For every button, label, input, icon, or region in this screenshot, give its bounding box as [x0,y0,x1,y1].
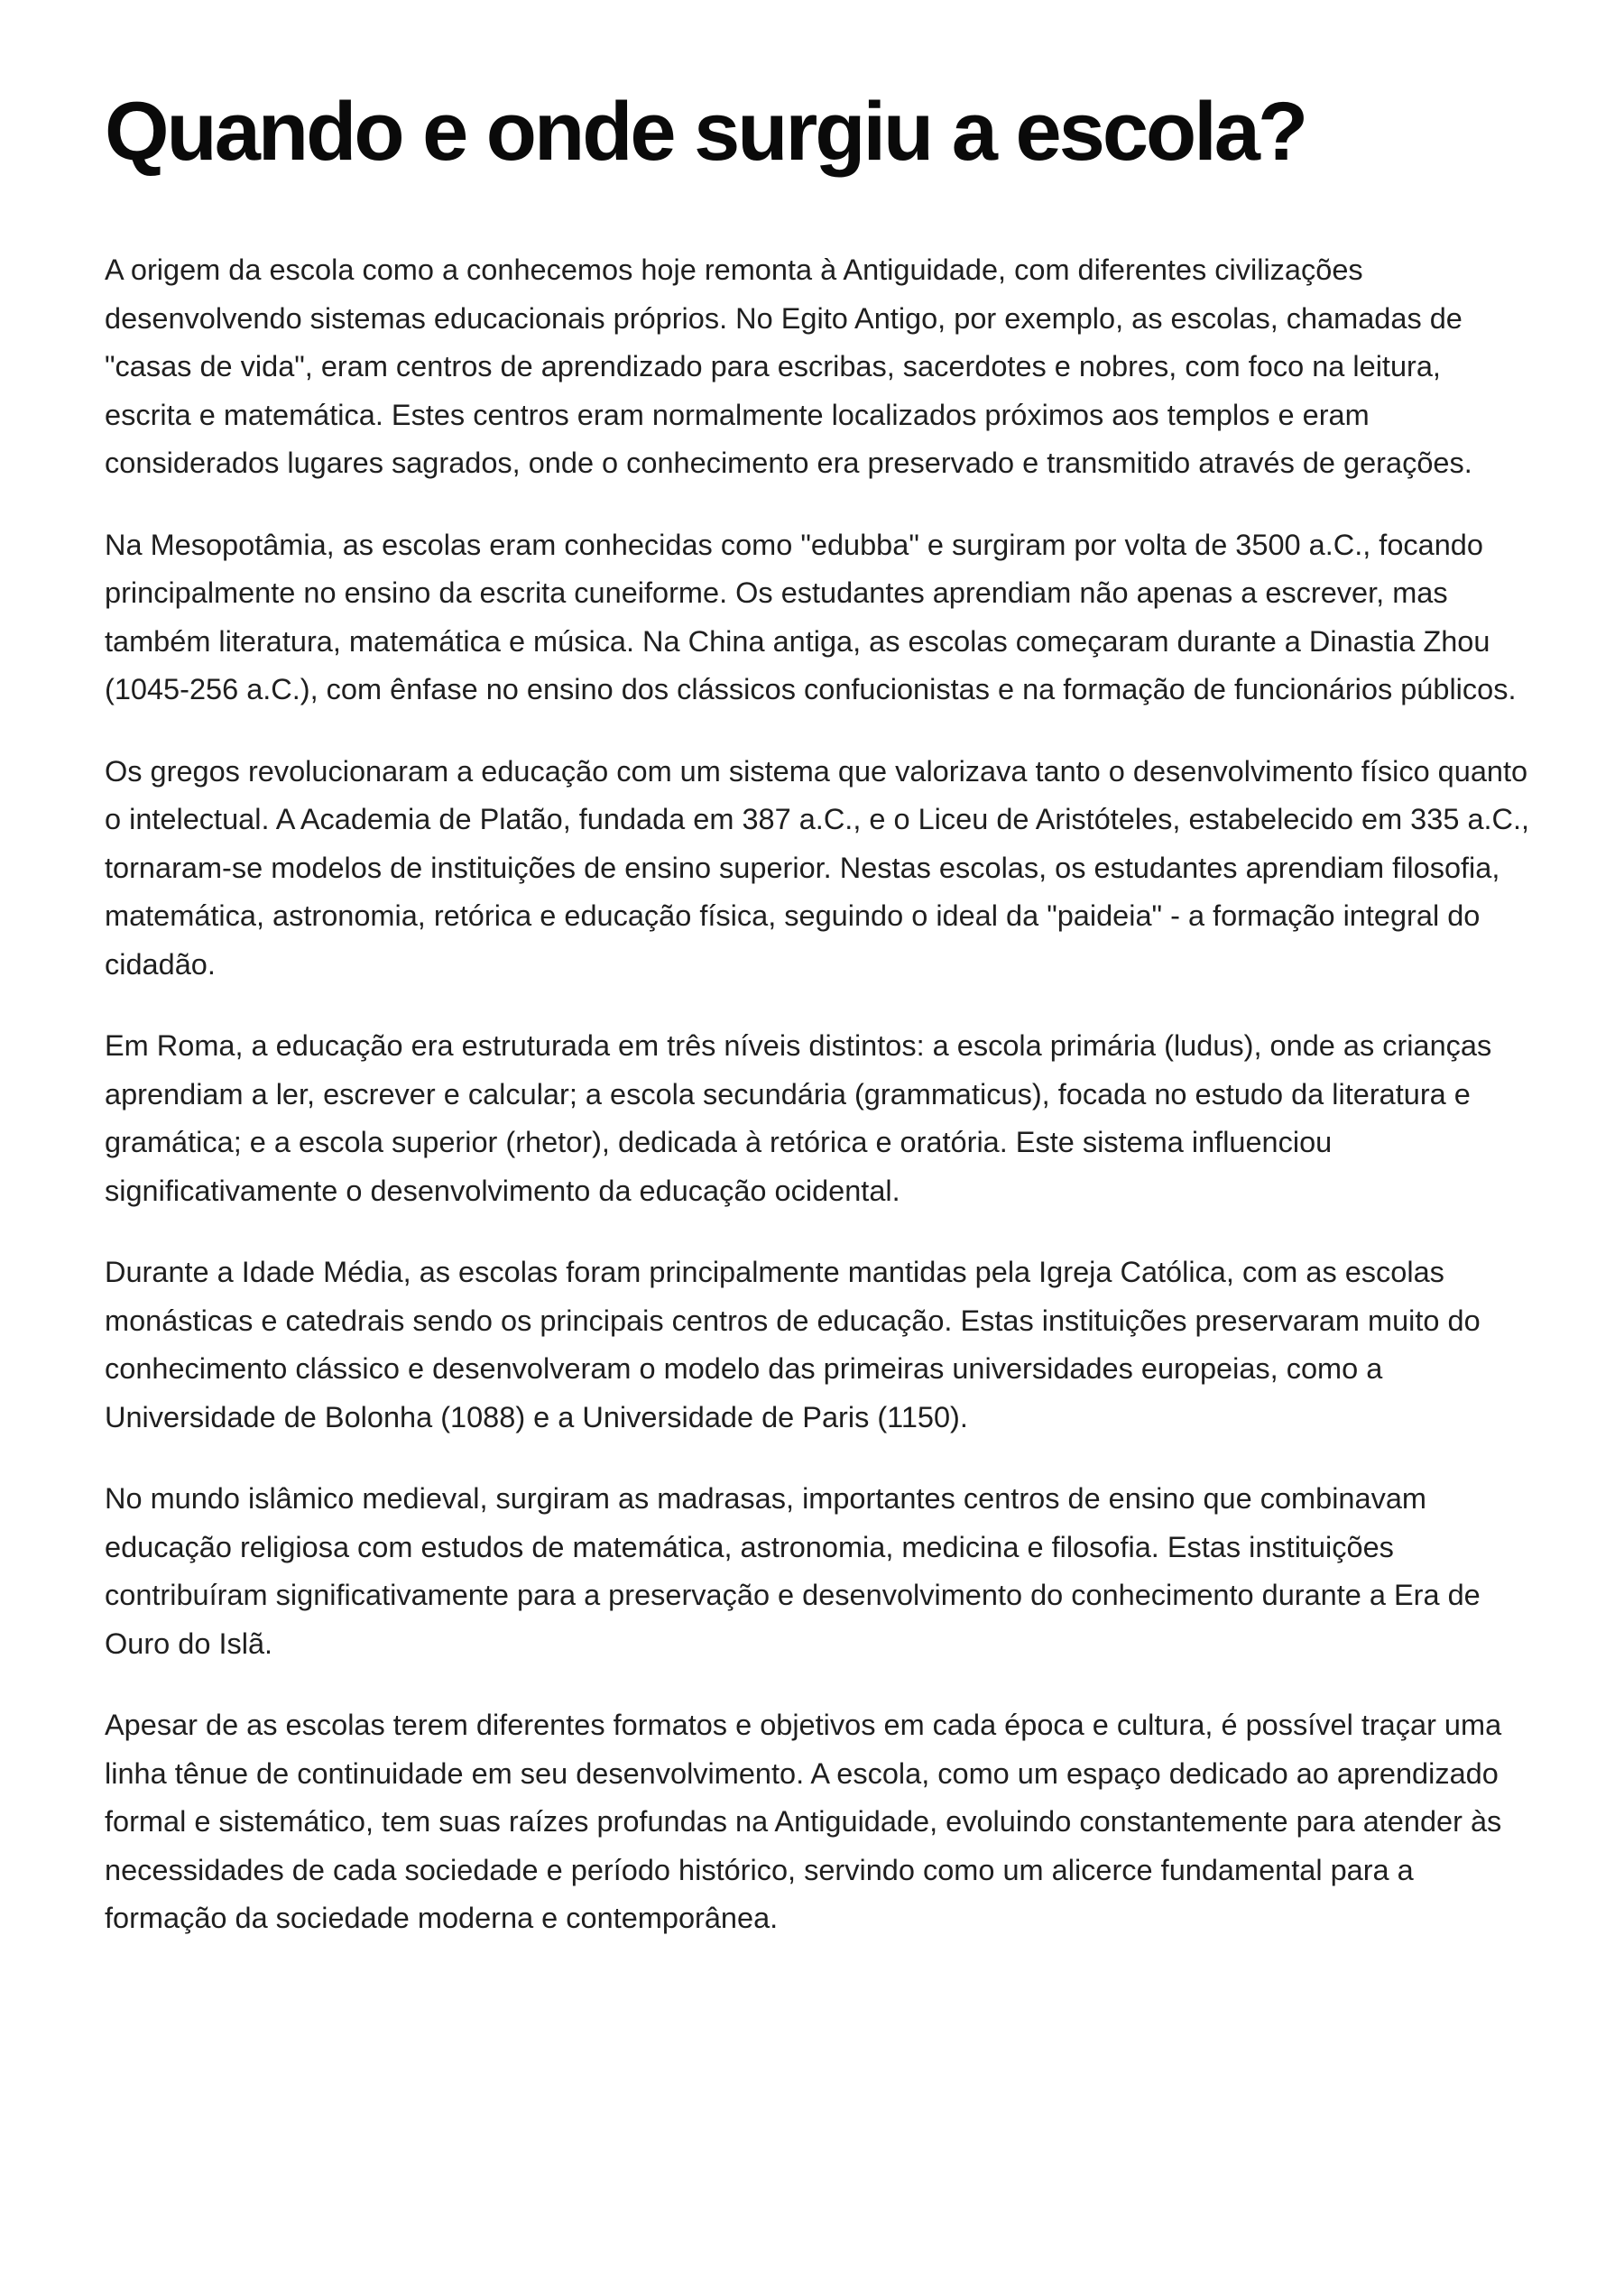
document-page [105,87,1530,1977]
paragraph-rome: Em Roma, a educação era estruturada em três níveis distintos: a escola primária (ludus), onde as crianças aprendiam a ler, escrever e calcular; a escola secundária (grammaticus), focada no estudo da literatura e gramática; e a escola superior (rhetor), dedicada à retórica e oratória. Este sistema influenciou significativamente o desenvolvimento da educação ocidental. [105,1029,1492,1207]
paragraph-greece: Os gregos revolucionaram a educação com um sistema que valorizava tanto o desenvolvimento físico quanto o intelectual. A Academia de Platão, fundada em 387 a.C., e o Liceu de Aristóteles, estabelecido em 335 a.C., tornaram-se modelos de instituições de ensino superior. Nestas escolas, os estudantes aprendiam filosofia, matemática, astronomia, retórica e educação física, seguindo o ideal da "paideia" - a formação integral do cidadão. [105,754,1530,981]
paragraph-conclusion: Apesar de as escolas terem diferentes formatos e objetivos em cada época e cultura, é possível traçar uma linha tênue de continuidade em seu desenvolvimento. A escola, como um espaço dedicado ao aprendizado formal e sistemático, tem suas raízes profundas na Antiguidade, evoluindo constantemente para atender às necessidades de cada sociedade e período histórico, servindo como um alicerce fundamental para a formação da sociedade moderna e contemporânea. [105,1709,1502,1935]
paragraph-egypt: A origem da escola como a conhecemos hoje remonta à Antiguidade, com diferentes civilizações desenvolvendo sistemas educacionais próprios. No Egito Antigo, por exemplo, as escolas, chamadas de "casas de vida", eram centros de aprendizado para escribas, sacerdotes e nobres, com foco na leitura, escrita e matemática. Estes centros eram normalmente localizados próximos aos templos e eram considerados lugares sagrados, onde o conhecimento era preservado e transmitido através de gerações. [105,253,1472,480]
paragraph-middle-ages: Durante a Idade Média, as escolas foram principalmente mantidas pela Igreja Católica, com as escolas monásticas e catedrais sendo os principais centros de educação. Estas instituições preservaram muito do conhecimento clássico e desenvolveram o modelo das primeiras universidades europeias, como a Universidade de Bolonha (1088) e a Universidade de Paris (1150). [105,1256,1481,1433]
page-title: Quando e onde surgiu a escola? [105,86,1306,178]
paragraph-islamic-world: No mundo islâmico medieval, surgiram as madrasas, importantes centros de ensino que combinavam educação religiosa com estudos de matemática, astronomia, medicina e filosofia. Estas instituições contribuíram significativamente para a preservação e desenvolvimento do conhecimento durante a Era de Ouro do Islã. [105,1482,1481,1660]
paragraph-mesopotamia-china: Na Mesopotâmia, as escolas eram conhecidas como "edubba" e surgiram por volta de 3500 a.C., focando principalmente no ensino da escrita cuneiforme. Os estudantes aprendiam não apenas a escrever, mas também literatura, matemática e música. Na China antiga, as escolas começaram durante a Dinastia Zhou (1045-256 a.C.), com ênfase no ensino dos clássicos confucionistas e na formação de funcionários públicos. [105,528,1517,706]
